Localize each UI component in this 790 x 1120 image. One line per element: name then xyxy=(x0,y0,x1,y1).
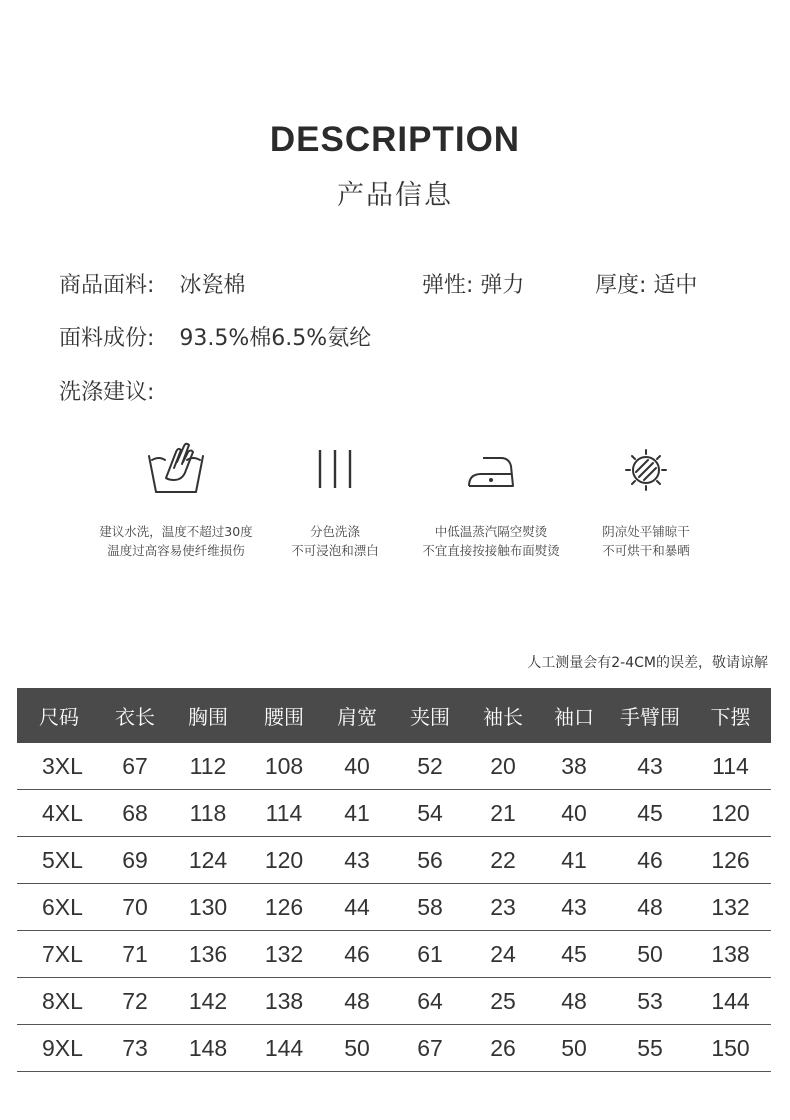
header-shoulder: 肩宽 xyxy=(322,688,392,743)
care-item-dry xyxy=(556,440,736,560)
measure-cell: 26 xyxy=(468,1025,538,1072)
measure-cell: 120 xyxy=(690,790,771,837)
measure-cell: 52 xyxy=(392,743,468,790)
size-cell: 4XL xyxy=(17,790,100,837)
measure-cell: 114 xyxy=(246,790,322,837)
table-row xyxy=(17,931,771,978)
measure-cell: 118 xyxy=(170,790,246,837)
table-row xyxy=(17,978,771,1025)
measure-cell: 55 xyxy=(610,1025,690,1072)
measure-cell: 45 xyxy=(538,931,610,978)
thickness-label: 厚度: xyxy=(595,273,647,298)
table-header-row xyxy=(17,688,771,743)
composition-info xyxy=(59,321,371,352)
fabric-info xyxy=(59,268,245,299)
measure-cell: 61 xyxy=(392,931,468,978)
measure-cell: 126 xyxy=(690,837,771,884)
header-length: 衣长 xyxy=(100,688,170,743)
measure-cell: 138 xyxy=(246,978,322,1025)
table-row xyxy=(17,790,771,837)
table-row xyxy=(17,743,771,790)
measure-cell: 132 xyxy=(246,931,322,978)
measure-cell: 46 xyxy=(610,837,690,884)
measure-cell: 67 xyxy=(100,743,170,790)
header-waist: 腰围 xyxy=(246,688,322,743)
measure-cell: 142 xyxy=(170,978,246,1025)
measure-cell: 21 xyxy=(468,790,538,837)
measure-cell: 43 xyxy=(610,743,690,790)
thickness-info xyxy=(595,268,697,299)
care-line2: 温度过高容易使纤维损伤 xyxy=(107,543,245,558)
measure-cell: 72 xyxy=(100,978,170,1025)
measure-cell: 40 xyxy=(322,743,392,790)
measure-cell: 50 xyxy=(322,1025,392,1072)
header-armhole: 夹围 xyxy=(392,688,468,743)
measure-cell: 43 xyxy=(322,837,392,884)
no-tumble-dry-icon xyxy=(616,440,676,496)
page-title-en: DESCRIPTION xyxy=(269,120,521,159)
size-cell: 3XL xyxy=(17,743,100,790)
measure-cell: 67 xyxy=(392,1025,468,1072)
elastic-label: 弹性: xyxy=(422,273,474,298)
composition-label: 面料成份: xyxy=(59,326,155,351)
header-sleeve: 袖长 xyxy=(468,688,538,743)
care-item-separate xyxy=(245,440,425,560)
measure-cell: 38 xyxy=(538,743,610,790)
size-cell: 6XL xyxy=(17,884,100,931)
measure-cell: 50 xyxy=(538,1025,610,1072)
size-cell: 8XL xyxy=(17,978,100,1025)
measure-cell: 48 xyxy=(538,978,610,1025)
care-item-hand-wash xyxy=(86,440,266,560)
measure-cell: 20 xyxy=(468,743,538,790)
measure-cell: 45 xyxy=(610,790,690,837)
header-hem: 下摆 xyxy=(690,688,771,743)
size-table xyxy=(17,688,771,1072)
measure-cell: 64 xyxy=(392,978,468,1025)
measure-cell: 124 xyxy=(170,837,246,884)
hand-wash-icon xyxy=(146,440,206,496)
size-cell: 7XL xyxy=(17,931,100,978)
care-line2: 不可烘干和暴晒 xyxy=(602,543,690,558)
measure-cell: 130 xyxy=(170,884,246,931)
care-line1: 分色洗涤 xyxy=(309,524,360,539)
measure-cell: 24 xyxy=(468,931,538,978)
page-title-cn: 产品信息 xyxy=(337,180,453,211)
measure-cell: 126 xyxy=(246,884,322,931)
measure-cell: 73 xyxy=(100,1025,170,1072)
measure-cell: 54 xyxy=(392,790,468,837)
measure-cell: 144 xyxy=(690,978,771,1025)
measure-cell: 46 xyxy=(322,931,392,978)
fabric-label: 商品面料: xyxy=(59,273,155,298)
header-size: 尺码 xyxy=(17,688,100,743)
measure-cell: 43 xyxy=(538,884,610,931)
care-item-iron xyxy=(401,440,581,560)
care-line2: 不可浸泡和漂白 xyxy=(291,543,379,558)
composition-value: 93.5%棉6.5%氨纶 xyxy=(179,326,372,351)
measure-cell: 40 xyxy=(538,790,610,837)
measure-cell: 25 xyxy=(468,978,538,1025)
wash-label: 洗涤建议: xyxy=(59,380,155,405)
measure-cell: 150 xyxy=(690,1025,771,1072)
iron-icon xyxy=(461,440,521,496)
measure-cell: 71 xyxy=(100,931,170,978)
measure-cell: 58 xyxy=(392,884,468,931)
measure-cell: 144 xyxy=(246,1025,322,1072)
elastic-value: 弹力 xyxy=(480,273,525,298)
table-row xyxy=(17,837,771,884)
measure-cell: 138 xyxy=(690,931,771,978)
measure-cell: 70 xyxy=(100,884,170,931)
measure-cell: 23 xyxy=(468,884,538,931)
measure-cell: 136 xyxy=(170,931,246,978)
header-cuff: 袖口 xyxy=(538,688,610,743)
care-line1: 阴凉处平铺晾干 xyxy=(602,524,690,539)
measure-cell: 41 xyxy=(538,837,610,884)
elastic-info xyxy=(422,268,524,299)
measure-cell: 50 xyxy=(610,931,690,978)
table-row xyxy=(17,1025,771,1072)
thickness-value: 适中 xyxy=(653,273,698,298)
measure-cell: 53 xyxy=(610,978,690,1025)
care-line1: 中低温蒸汽隔空熨烫 xyxy=(434,524,548,539)
care-line1: 建议水洗，温度不超过30度 xyxy=(99,524,253,539)
measure-cell: 120 xyxy=(246,837,322,884)
measure-cell: 48 xyxy=(610,884,690,931)
measure-cell: 114 xyxy=(690,743,771,790)
measure-cell: 108 xyxy=(246,743,322,790)
measure-cell: 132 xyxy=(690,884,771,931)
care-line2: 不宜直接按接触布面熨烫 xyxy=(422,543,560,558)
measure-cell: 22 xyxy=(468,837,538,884)
header-chest: 胸围 xyxy=(170,688,246,743)
measure-cell: 48 xyxy=(322,978,392,1025)
measure-cell: 56 xyxy=(392,837,468,884)
measure-cell: 68 xyxy=(100,790,170,837)
separate-wash-icon xyxy=(305,440,365,496)
size-cell: 5XL xyxy=(17,837,100,884)
table-row xyxy=(17,884,771,931)
measure-cell: 112 xyxy=(170,743,246,790)
header-arm: 手臂围 xyxy=(610,688,690,743)
size-cell: 9XL xyxy=(17,1025,100,1072)
measure-cell: 44 xyxy=(322,884,392,931)
measure-cell: 148 xyxy=(170,1025,246,1072)
measurement-note: 人工测量会有2-4CM的误差，敬请谅解 xyxy=(527,655,768,671)
fabric-value: 冰瓷棉 xyxy=(179,273,246,298)
measure-cell: 69 xyxy=(100,837,170,884)
measure-cell: 41 xyxy=(322,790,392,837)
